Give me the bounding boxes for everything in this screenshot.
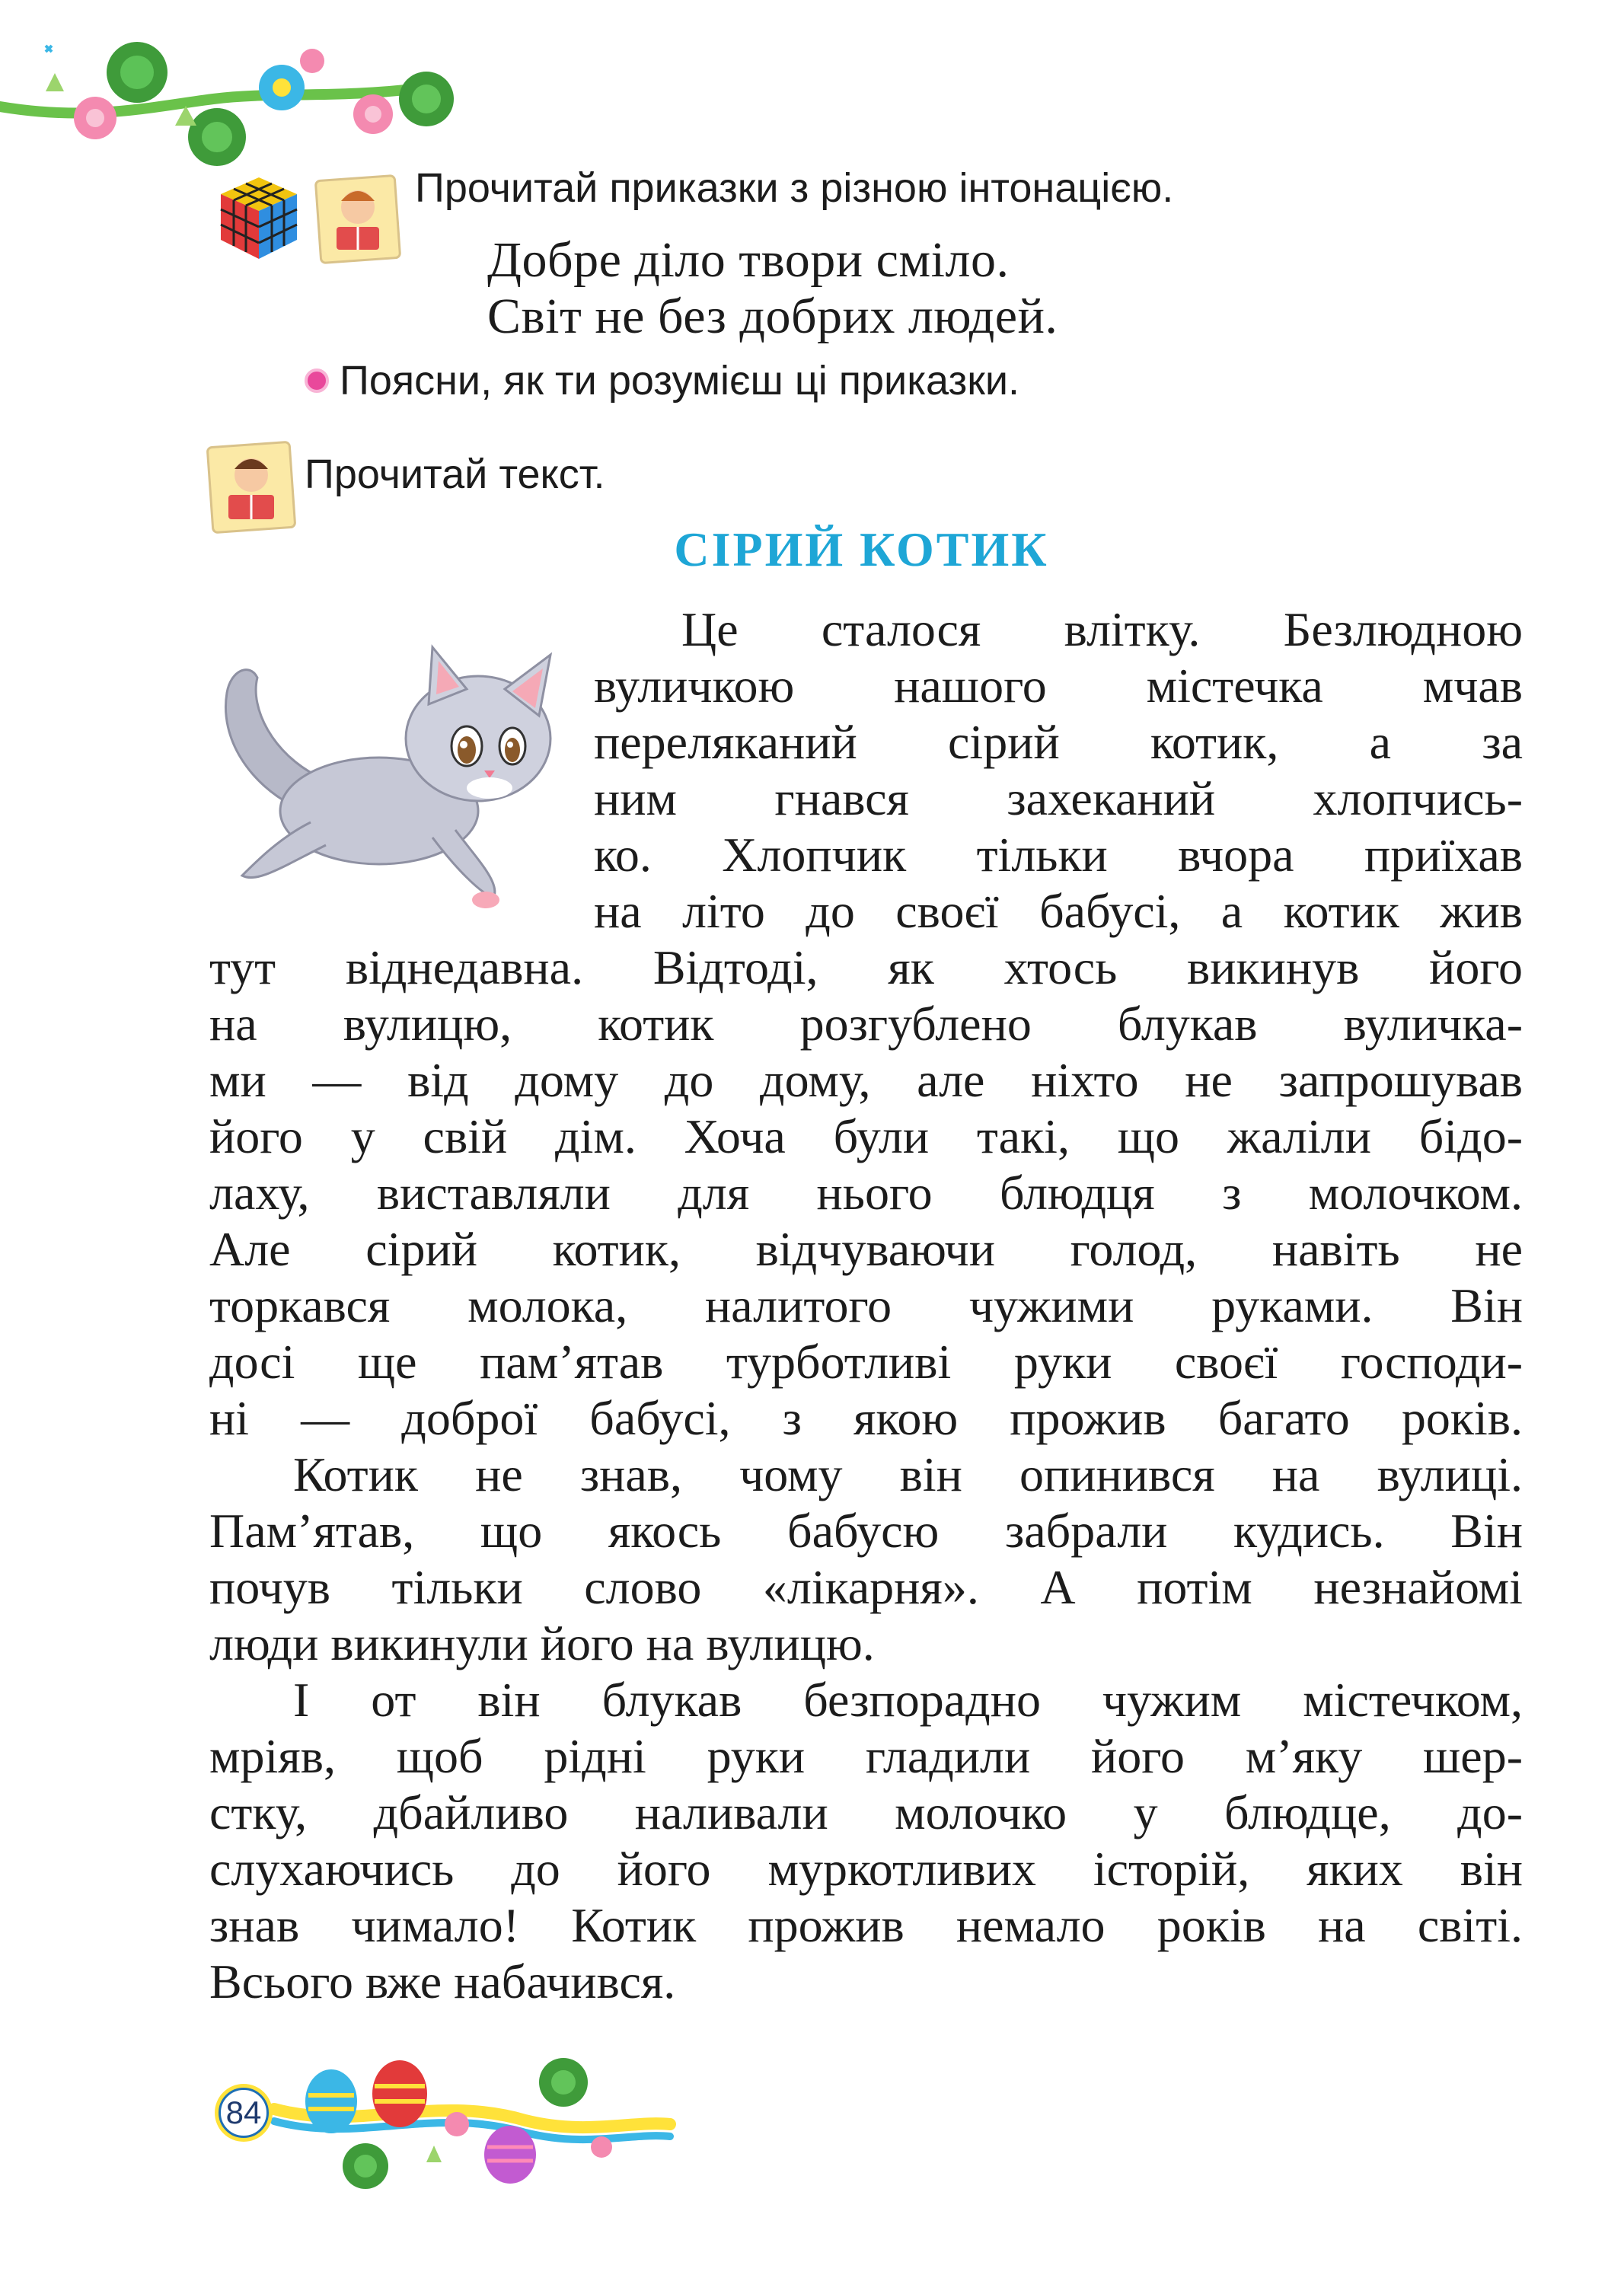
story-line: знав чимало! Котик прожив немало років на світі. [209, 1898, 1523, 1952]
instruction-read-text: Прочитай текст. [305, 451, 605, 497]
story-line: Це сталося влітку. Безлюдною [681, 602, 1523, 656]
story-line: люди викинули його на вулицю. [209, 1616, 875, 1670]
story-line: Всього вже набачився. [209, 1954, 676, 2008]
story-line: стку, дбайливо наливали молочко у блюдце, до- [209, 1785, 1523, 1839]
proverb-line: Світ не без добрих людей. [487, 289, 1058, 344]
story-line: Котик не знав, чому він опинився на вулиці. [293, 1447, 1523, 1501]
floral-border-decoration [0, 15, 457, 175]
story-line: на вулицю, котик розгублено блукав вуличка- [209, 997, 1523, 1051]
story-line: на літо до своєї бабусі, а котик жив [594, 884, 1523, 938]
story-line: ми — від дому до дому, але ніхто не запрошував [209, 1053, 1523, 1107]
story-line: почув тільки слово «лікарня». А потім незнайомі [209, 1560, 1523, 1614]
story-line: І от він блукав безпорадно чужим містечком, [293, 1673, 1523, 1727]
bullet-icon [305, 369, 329, 393]
story-title: СІРИЙ КОТИК [674, 522, 1049, 576]
explain-task [305, 354, 1019, 407]
page-number: 84 [219, 2088, 269, 2138]
story-line: Пам’ятав, що якось бабусю забрали кудись. Він [209, 1504, 1523, 1558]
story-line: його у свій дім. Хоча були такі, що жаліли бідо- [209, 1109, 1523, 1163]
proverb-line: Добре діло твори сміло. [487, 232, 1010, 288]
story-line: ко. Хлопчик тільки вчора приїхав [594, 828, 1523, 882]
story-line: досі ще пам’ятав турботливі руки своєї господи- [209, 1335, 1523, 1389]
story-line: переляканий сірий котик, а за [594, 715, 1523, 769]
puzzle-cube-icon [206, 164, 312, 270]
story-text [209, 601, 1523, 2010]
story-line: тут віднедавна. Відтоді, як хтось викинув його [209, 940, 1523, 994]
story-line: ні — доброї бабусі, з якою прожив багато років. [209, 1391, 1523, 1445]
story-line: слухаючись до його муркотливих історій, яких він [209, 1842, 1523, 1896]
reading-child-icon [312, 168, 404, 266]
story-line: торкався молока, налитого чужими руками. Він [209, 1278, 1523, 1332]
instruction-explain: Поясни, як ти розумієш ці приказки. [340, 358, 1020, 404]
instruction-read-proverbs: Прочитай приказки з різною інтонацією. [415, 165, 1174, 211]
story-line: мріяв, щоб рідні руки гладили його м’яку шер- [209, 1729, 1523, 1783]
page-number-badge [215, 2084, 273, 2142]
story-line: Але сірий котик, відчуваючи голод, навіть не [209, 1222, 1523, 1276]
story-line: лаху, виставляли для нього блюдця з молочком. [209, 1166, 1523, 1220]
story-line: вуличкою нашого містечка мчав [594, 659, 1523, 713]
story-line: ним гнався захеканий хлопчись- [594, 771, 1523, 825]
easter-egg-border-decoration [206, 2048, 678, 2200]
